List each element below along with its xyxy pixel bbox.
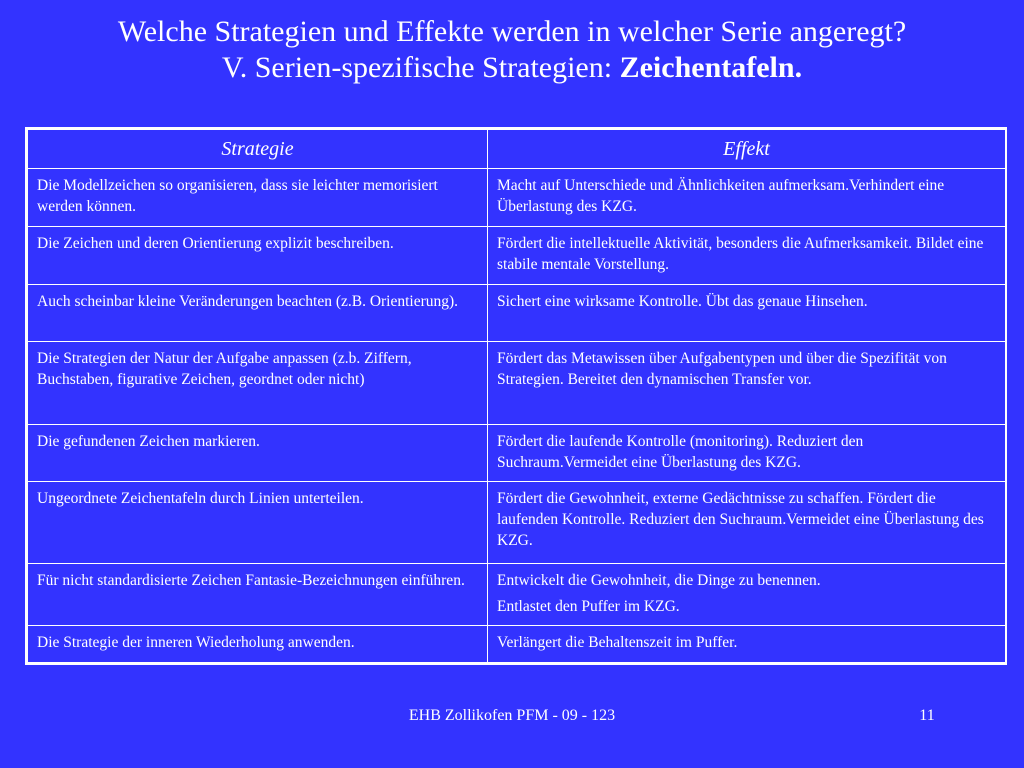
effekt-text: Fördert das Metawissen über Aufgabentypen und über die Spezifität von Strategien. Bereitet den dynamischen Transfer vor.	[497, 350, 947, 388]
effekt-text: Fördert die Gewohnheit, externe Gedächtnisse zu schaffen. Fördert die laufenden Kontrolle. Reduziert den Suchraum.Vermeidet eine Überlastung des KZG.	[497, 490, 984, 549]
effekt-cell	[488, 169, 1006, 227]
effekt-text: Fördert die laufende Kontrolle (monitoring). Reduziert den Suchraum.Vermeidet eine Überlastung des KZG.	[497, 433, 864, 471]
strategy-effect-table-frame	[25, 127, 1007, 665]
effekt-cell	[488, 425, 1006, 482]
strategie-text: Die gefundenen Zeichen markieren.	[37, 433, 260, 450]
strategie-text: Die Zeichen und deren Orientierung explizit beschreiben.	[37, 235, 394, 252]
table-row	[28, 227, 1006, 285]
strategie-text: Für nicht standardisierte Zeichen Fantasie-Bezeichnungen einführen.	[37, 572, 465, 589]
strategie-cell	[28, 342, 488, 425]
strategie-text: Auch scheinbar kleine Veränderungen beachten (z.B. Orientierung).	[37, 293, 459, 310]
strategie-text: Die Strategie der inneren Wiederholung anwenden.	[37, 634, 355, 651]
title-line-1: Welche Strategien und Effekte werden in welcher Serie angeregt?	[117, 15, 907, 48]
strategie-text: Ungeordnete Zeichentafeln durch Linien unterteilen.	[37, 490, 364, 507]
effekt-text: Sichert eine wirksame Kontrolle. Übt das genaue Hinsehen.	[497, 293, 868, 310]
effekt-text: Entlastet den Puffer im KZG.	[497, 598, 680, 615]
strategie-text: Die Modellzeichen so organisieren, dass sie leichter memorisiert werden können.	[37, 177, 438, 215]
title-line-2-prefix: V. Serien-spezifische Strategien:	[221, 51, 620, 84]
strategie-cell	[28, 564, 488, 626]
strategie-cell	[28, 169, 488, 227]
effekt-text: Verlängert die Behaltenszeit im Puffer.	[497, 634, 738, 651]
title-line-2	[0, 50, 1024, 86]
effekt-cell	[488, 342, 1006, 425]
effekt-text: Entwickelt die Gewohnheit, die Dinge zu benennen.	[497, 572, 821, 589]
effekt-text: Fördert die intellektuelle Aktivität, besonders die Aufmerksamkeit. Bildet eine stabile mentale Vorstellung.	[497, 235, 984, 273]
effekt-cell	[488, 227, 1006, 285]
strategie-cell	[28, 626, 488, 663]
header-strategie: Strategie	[28, 130, 488, 169]
table-row	[28, 425, 1006, 482]
strategie-cell	[28, 227, 488, 285]
effekt-text: Macht auf Unterschiede und Ähnlichkeiten aufmerksam.Verhindert eine Überlastung des KZG.	[497, 177, 945, 215]
effekt-cell	[488, 285, 1006, 342]
strategie-cell	[28, 425, 488, 482]
table-row	[28, 169, 1006, 227]
effekt-cell	[488, 564, 1006, 626]
page-number: 11	[919, 707, 935, 724]
header-effekt: Effekt	[488, 130, 1006, 169]
strategie-text: Die Strategien der Natur der Aufgabe anpassen (z.b. Ziffern, Buchstaben, figurative Zeichen, geordnet oder nicht)	[37, 350, 412, 388]
table-row	[28, 626, 1006, 663]
table-row	[28, 564, 1006, 626]
footer-text: EHB Zollikofen PFM - 09 - 123	[408, 707, 616, 724]
strategie-cell	[28, 285, 488, 342]
table-row	[28, 482, 1006, 564]
effekt-cell	[488, 626, 1006, 663]
table-row	[28, 285, 1006, 342]
table-header-row	[28, 130, 1006, 169]
strategie-cell	[28, 482, 488, 564]
title-line-2-bold: Zeichentafeln.	[619, 51, 803, 84]
slide-title	[0, 14, 1024, 86]
strategy-effect-table	[27, 129, 1006, 663]
effekt-cell	[488, 482, 1006, 564]
table-row	[28, 342, 1006, 425]
